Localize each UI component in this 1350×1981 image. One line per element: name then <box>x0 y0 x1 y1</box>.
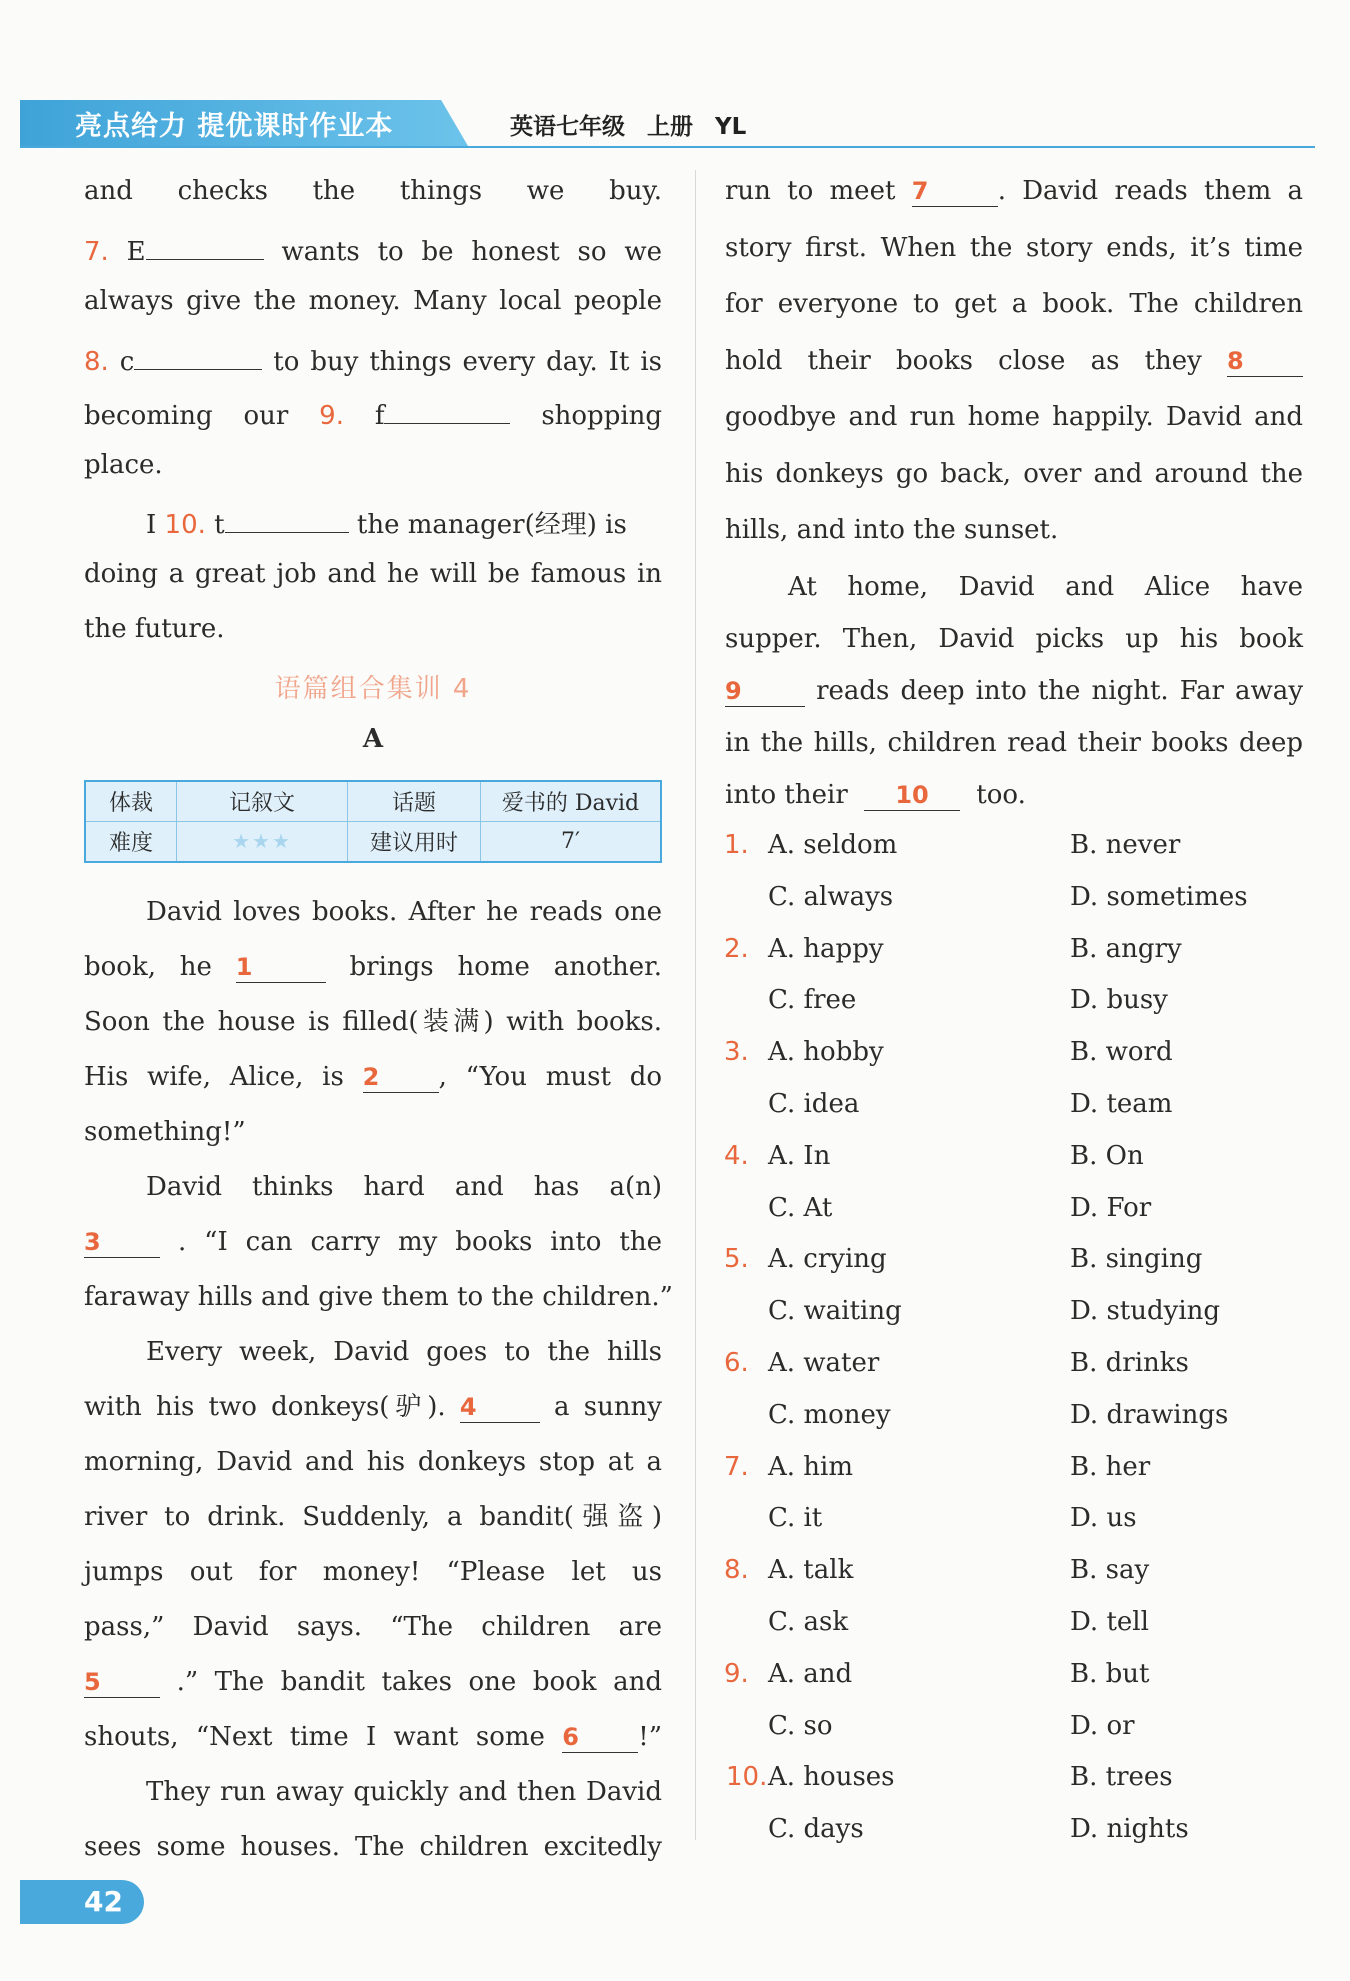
text-fragment: to buy things every day. It is <box>273 347 663 377</box>
text-line: Soon the house is filled(装满) with books. <box>84 1007 662 1037</box>
option-choice-a[interactable]: A. and <box>768 1659 853 1689</box>
question-number: 10. <box>164 510 206 540</box>
option-choice-c[interactable]: C. so <box>768 1711 833 1741</box>
text-line: run to meet 7 . David reads them a <box>725 176 1304 206</box>
text-line: They run away quickly and then David <box>146 1777 662 1807</box>
section-title: 语篇组合集训 4 <box>274 674 472 704</box>
text-line: His wife, Alice, is 2 , “You must do <box>84 1062 662 1092</box>
option-choice-a[interactable]: A. In <box>768 1141 831 1171</box>
answer-blank[interactable] <box>146 229 264 260</box>
option-choice-a[interactable]: A. happy <box>768 934 884 964</box>
option-choice-b[interactable]: B. singing <box>1070 1244 1203 1274</box>
option-choice-d[interactable]: D. sometimes <box>1070 882 1248 912</box>
text-line: sees some houses. The children excitedly <box>84 1832 662 1862</box>
option-choice-a[interactable]: A. houses <box>768 1762 895 1792</box>
option-choice-c[interactable]: C. it <box>768 1503 823 1533</box>
option-choice-d[interactable]: D. For <box>1070 1193 1152 1223</box>
text-line: story first. When the story ends, it’s time <box>725 233 1303 263</box>
cloze-blank-1[interactable]: 1 <box>236 952 326 983</box>
option-question-number: 4. <box>724 1141 749 1171</box>
text-fragment: becoming <box>84 401 213 431</box>
difficulty-stars <box>177 822 348 863</box>
edition-label: YL <box>715 114 747 140</box>
text-line: for everyone to get a book. The children <box>725 289 1303 319</box>
star-rating-icon: ★★★ <box>232 829 292 853</box>
difficulty-label: 难度 <box>85 822 177 863</box>
option-question-number: 1. <box>724 830 749 860</box>
time-value: 7′ <box>481 822 662 863</box>
question-number: 9. <box>319 401 344 431</box>
cloze-blank-10[interactable]: 10 <box>864 780 960 811</box>
option-question-number: 3. <box>724 1037 749 1067</box>
text-line: book, he 1 brings home another. <box>84 952 663 982</box>
part-label: A <box>362 724 384 754</box>
text-line: faraway hills and give them to the children.” <box>84 1282 673 1312</box>
question-8-line <box>84 339 662 379</box>
option-choice-a[interactable]: A. him <box>768 1452 854 1482</box>
option-choice-d[interactable]: D. drawings <box>1070 1400 1229 1430</box>
option-question-number: 5. <box>724 1244 749 1274</box>
text-fragment: I <box>146 510 157 540</box>
option-choice-b[interactable]: B. her <box>1070 1452 1151 1482</box>
option-choice-a[interactable]: A. water <box>768 1348 880 1378</box>
topic-value: 爱书的 David <box>481 781 662 822</box>
option-question-number: 10. <box>726 1762 768 1792</box>
hint-letter: f <box>374 401 385 431</box>
text-line: shouts, “Next time I want some 6 !” <box>84 1722 663 1752</box>
text-line: David loves books. After he reads one <box>146 897 662 927</box>
text-line: place. <box>84 450 163 480</box>
option-choice-c[interactable]: C. ask <box>768 1607 849 1637</box>
answer-blank[interactable] <box>225 502 349 533</box>
text-line: supper. Then, David picks up his book <box>725 624 1303 654</box>
text-fragment: shopping <box>541 401 663 431</box>
text-line: with his two donkeys(驴). 4 a sunny <box>84 1392 662 1422</box>
text-line: At home, David and Alice have <box>788 572 1303 602</box>
text-fragment: wants to be honest so we <box>281 237 663 267</box>
text-line: hills, and into the sunset. <box>725 515 1059 545</box>
option-choice-b[interactable]: B. word <box>1070 1037 1173 1067</box>
option-choice-c[interactable]: C. always <box>768 882 894 912</box>
text-line: 5 .” The bandit takes one book and <box>84 1667 663 1697</box>
hint-letter: E <box>126 237 146 267</box>
text-line: river to drink. Suddenly, a bandit(强盗) <box>84 1502 662 1532</box>
text-line: and checks the things we buy. <box>84 176 662 206</box>
book-info <box>510 108 746 141</box>
info-table <box>84 780 662 863</box>
cloze-blank-7[interactable]: 7 <box>912 176 998 207</box>
option-choice-a[interactable]: A. crying <box>768 1244 887 1274</box>
option-choice-d[interactable]: D. or <box>1070 1711 1135 1741</box>
option-question-number: 8. <box>724 1555 749 1585</box>
option-choice-a[interactable]: A. talk <box>768 1555 854 1585</box>
text-line: in the hills, children read their books deep <box>725 728 1303 758</box>
answer-blank[interactable] <box>384 393 510 424</box>
question-10-line <box>146 502 662 542</box>
header-rule <box>20 146 1315 148</box>
time-label: 建议用时 <box>348 822 481 863</box>
question-number: 8. <box>84 347 109 377</box>
text-line: goodbye and run home happily. David and <box>725 402 1303 432</box>
cloze-blank-8[interactable]: 8 <box>1227 346 1303 377</box>
cloze-blank-6[interactable]: 6 <box>562 1722 638 1753</box>
option-choice-c[interactable]: C. At <box>768 1193 833 1223</box>
text-line: the future. <box>84 614 225 644</box>
option-choice-d[interactable]: D. us <box>1070 1503 1137 1533</box>
topic-label: 话题 <box>348 781 481 822</box>
option-question-number: 9. <box>724 1659 749 1689</box>
text-line: 9 reads deep into the night. Far away <box>725 676 1304 706</box>
option-question-number: 7. <box>724 1452 749 1482</box>
text-line: doing a great job and he will be famous in <box>84 559 662 589</box>
option-choice-a[interactable]: A. seldom <box>768 830 898 860</box>
option-choice-b[interactable]: B. angry <box>1070 934 1182 964</box>
text-line: his donkeys go back, over and around the <box>725 459 1303 489</box>
option-choice-c[interactable]: C. waiting <box>768 1296 902 1326</box>
option-choice-b[interactable]: B. never <box>1070 830 1181 860</box>
cloze-blank-3[interactable]: 3 <box>84 1227 160 1258</box>
text-line: always give the money. Many local people <box>84 286 662 316</box>
question-7-line <box>84 229 662 269</box>
option-question-number: 6. <box>724 1348 749 1378</box>
option-choice-d[interactable]: D. busy <box>1070 985 1168 1015</box>
genre-value: 记叙文 <box>177 781 348 822</box>
text-line: hold their books close as they 8 <box>725 344 1303 378</box>
cloze-blank-5[interactable]: 5 <box>84 1667 160 1698</box>
text-line: Every week, David goes to the hills <box>146 1337 662 1367</box>
text-fragment: the manager(经理) is <box>356 510 627 540</box>
option-question-number: 2. <box>724 934 749 964</box>
option-choice-c[interactable]: C. idea <box>768 1089 860 1119</box>
column-divider <box>695 170 696 1840</box>
option-choice-b[interactable]: B. drinks <box>1070 1348 1189 1378</box>
page-number: 42 <box>20 1880 144 1924</box>
option-choice-b[interactable]: B. On <box>1070 1141 1144 1171</box>
question-9-line <box>84 393 662 433</box>
option-choice-c[interactable]: C. money <box>768 1400 891 1430</box>
option-choice-b[interactable]: B. but <box>1070 1659 1150 1689</box>
option-choice-a[interactable]: A. hobby <box>768 1037 884 1067</box>
text-line: 3 . “I can carry my books into the <box>84 1227 662 1257</box>
option-choice-c[interactable]: C. days <box>768 1814 864 1844</box>
cloze-blank-4[interactable]: 4 <box>460 1392 540 1423</box>
option-choice-b[interactable]: B. say <box>1070 1555 1150 1585</box>
text-line: into their 10 too. <box>725 780 1026 810</box>
text-line: something!” <box>84 1117 246 1147</box>
hint-letter: c <box>119 347 135 377</box>
option-choice-d[interactable]: D. tell <box>1070 1607 1149 1637</box>
hint-letter: t <box>214 510 225 540</box>
text-line: morning, David and his donkeys stop at a <box>84 1447 662 1477</box>
option-choice-d[interactable]: D. team <box>1070 1089 1173 1119</box>
volume-label: 上册 <box>647 114 694 140</box>
series-title: 亮点给力 提优课时作业本 <box>75 111 394 142</box>
genre-label: 体裁 <box>85 781 177 822</box>
cloze-blank-9[interactable]: 9 <box>725 676 805 707</box>
option-choice-c[interactable]: C. free <box>768 985 857 1015</box>
cloze-blank-2[interactable]: 2 <box>363 1062 439 1093</box>
text-fragment: our <box>243 401 289 431</box>
grade-label: 英语七年级 <box>510 114 625 140</box>
text-line: pass,” David says. “The children are <box>84 1612 662 1642</box>
answer-blank[interactable] <box>134 339 262 370</box>
option-choice-d[interactable]: D. studying <box>1070 1296 1221 1326</box>
question-number: 7. <box>84 237 109 267</box>
option-choice-b[interactable]: B. trees <box>1070 1762 1173 1792</box>
option-choice-d[interactable]: D. nights <box>1070 1814 1189 1844</box>
text-line: David thinks hard and has a(n) <box>146 1172 662 1202</box>
text-line: jumps out for money! “Please let us <box>84 1557 662 1587</box>
